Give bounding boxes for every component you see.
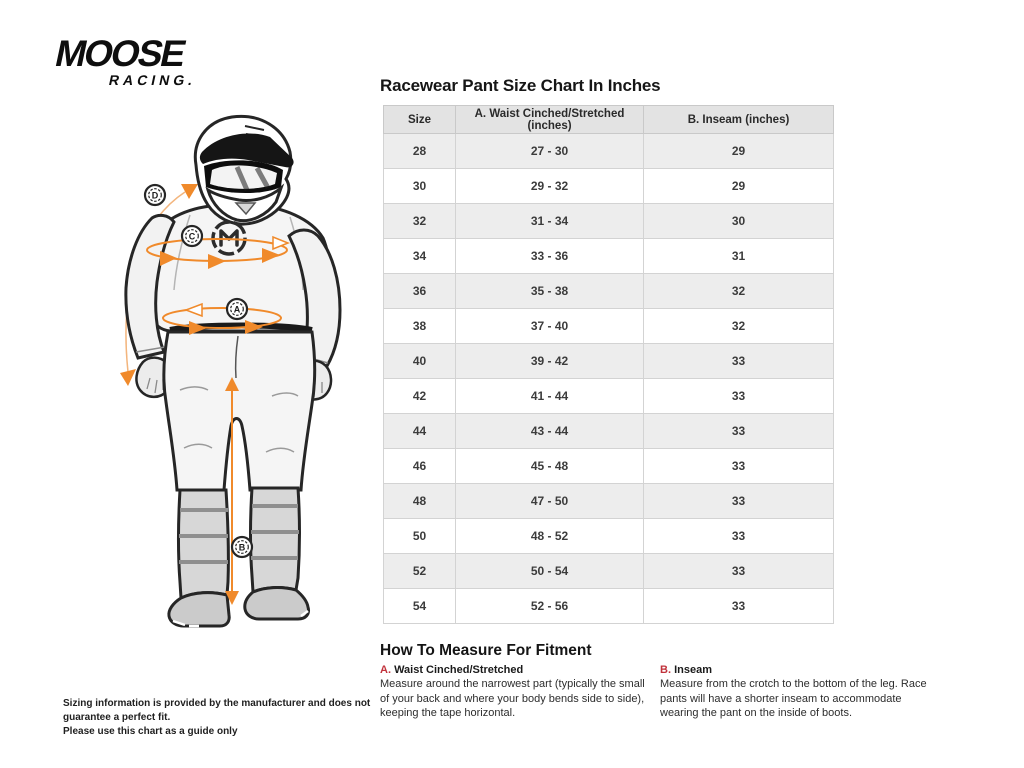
fitment-waist-heading bbox=[380, 664, 654, 676]
fitment-letter-a: A. bbox=[380, 664, 391, 676]
right-boot bbox=[251, 488, 300, 592]
inseam-cell: 32 bbox=[644, 274, 834, 309]
fitment-letter-b: B. bbox=[660, 664, 671, 676]
table-row bbox=[384, 589, 834, 624]
helmet bbox=[195, 116, 293, 224]
fitment-item-inseam bbox=[660, 664, 934, 721]
size-cell: 32 bbox=[384, 204, 456, 239]
waist-cell: 35 - 38 bbox=[456, 274, 644, 309]
inseam-cell: 33 bbox=[644, 449, 834, 484]
size-cell: 28 bbox=[384, 134, 456, 169]
size-cell: 42 bbox=[384, 379, 456, 414]
fitment-label-inseam: Inseam bbox=[674, 664, 712, 676]
figure-label-b-text: B bbox=[238, 542, 246, 553]
waist-cell: 41 - 44 bbox=[456, 379, 644, 414]
fitment-inseam-heading bbox=[660, 664, 934, 676]
disclaimer-line1: Sizing information is provided by the manufacturer and does not guarantee a perfect fit. bbox=[63, 698, 371, 723]
inseam-cell: 33 bbox=[644, 484, 834, 519]
table-row bbox=[384, 414, 834, 449]
inseam-cell: 33 bbox=[644, 554, 834, 589]
figure-label-b bbox=[232, 537, 252, 557]
logo-racing-text: RACING. bbox=[107, 71, 199, 88]
figure-label-d bbox=[145, 185, 165, 205]
size-cell: 36 bbox=[384, 274, 456, 309]
size-cell: 52 bbox=[384, 554, 456, 589]
inseam-cell: 29 bbox=[644, 169, 834, 204]
waist-cell: 43 - 44 bbox=[456, 414, 644, 449]
left-boot bbox=[179, 490, 229, 598]
figure-label-c-text: C bbox=[188, 231, 196, 242]
size-chart-table bbox=[383, 105, 834, 624]
size-cell: 34 bbox=[384, 239, 456, 274]
waist-cell: 27 - 30 bbox=[456, 134, 644, 169]
inseam-cell: 30 bbox=[644, 204, 834, 239]
inseam-cell: 33 bbox=[644, 519, 834, 554]
rider-illustration bbox=[40, 90, 360, 650]
table-row bbox=[384, 554, 834, 589]
waist-cell: 52 - 56 bbox=[456, 589, 644, 624]
waist-cell: 33 - 36 bbox=[456, 239, 644, 274]
table-row bbox=[384, 274, 834, 309]
figure-label-a-text: A bbox=[233, 304, 241, 315]
waist-cell: 37 - 40 bbox=[456, 309, 644, 344]
size-cell: 30 bbox=[384, 169, 456, 204]
neck-pointer-arrow bbox=[181, 184, 198, 199]
inseam-cell: 33 bbox=[644, 344, 834, 379]
waist-cell: 29 - 32 bbox=[456, 169, 644, 204]
table-header-row bbox=[384, 106, 834, 134]
waist-cell: 48 - 52 bbox=[456, 519, 644, 554]
inseam-cell: 33 bbox=[644, 414, 834, 449]
table-row bbox=[384, 379, 834, 414]
table-row bbox=[384, 449, 834, 484]
size-cell: 54 bbox=[384, 589, 456, 624]
disclaimer bbox=[63, 697, 383, 739]
col-header-waist: A. Waist Cinched/Stretched (inches) bbox=[456, 106, 644, 134]
col-header-size: Size bbox=[384, 106, 456, 134]
waist-cell: 45 - 48 bbox=[456, 449, 644, 484]
table-row bbox=[384, 484, 834, 519]
size-chart-section bbox=[383, 105, 834, 624]
inseam-cell: 29 bbox=[644, 134, 834, 169]
table-row bbox=[384, 204, 834, 239]
rider-figure bbox=[40, 90, 360, 650]
waist-cell: 47 - 50 bbox=[456, 484, 644, 519]
fitment-item-waist bbox=[380, 664, 654, 721]
waist-cell: 39 - 42 bbox=[456, 344, 644, 379]
inseam-cell: 32 bbox=[644, 309, 834, 344]
size-cell: 44 bbox=[384, 414, 456, 449]
table-row bbox=[384, 519, 834, 554]
fitment-label-waist: Waist Cinched/Stretched bbox=[394, 664, 524, 676]
table-row bbox=[384, 169, 834, 204]
moose-racing-logo bbox=[49, 33, 210, 88]
size-chart-title: Racewear Pant Size Chart In Inches bbox=[380, 76, 661, 95]
table-row bbox=[384, 134, 834, 169]
pants bbox=[164, 332, 315, 490]
size-cell: 48 bbox=[384, 484, 456, 519]
inseam-cell: 33 bbox=[644, 379, 834, 414]
inseam-cell: 33 bbox=[644, 589, 834, 624]
table-row bbox=[384, 309, 834, 344]
size-cell: 50 bbox=[384, 519, 456, 554]
figure-label-d-text: D bbox=[151, 190, 159, 201]
fitment-text-inseam: Measure from the crotch to the bottom of the leg. Race pants will have a shorter inseam to accommodate wearing the pant on the inside of boots. bbox=[660, 678, 927, 720]
figure-label-c bbox=[182, 226, 202, 246]
inseam-cell: 31 bbox=[644, 239, 834, 274]
fitment-text-waist: Measure around the narrowest part (typically the small of your back and where your body bends side to side), keeping the tape horizontal. bbox=[380, 678, 645, 720]
table-row bbox=[384, 344, 834, 379]
table-row bbox=[384, 239, 834, 274]
fitment-title: How To Measure For Fitment bbox=[380, 642, 592, 659]
figure-label-a bbox=[227, 299, 247, 319]
waist-cell: 50 - 54 bbox=[456, 554, 644, 589]
size-cell: 40 bbox=[384, 344, 456, 379]
size-cell: 38 bbox=[384, 309, 456, 344]
size-cell: 46 bbox=[384, 449, 456, 484]
size-chart-rows bbox=[384, 134, 834, 624]
col-header-inseam: B. Inseam (inches) bbox=[644, 106, 834, 134]
logo-moose-text: MOOSE bbox=[51, 33, 189, 74]
disclaimer-line2: Please use this chart as a guide only bbox=[63, 726, 238, 737]
waist-cell: 31 - 34 bbox=[456, 204, 644, 239]
